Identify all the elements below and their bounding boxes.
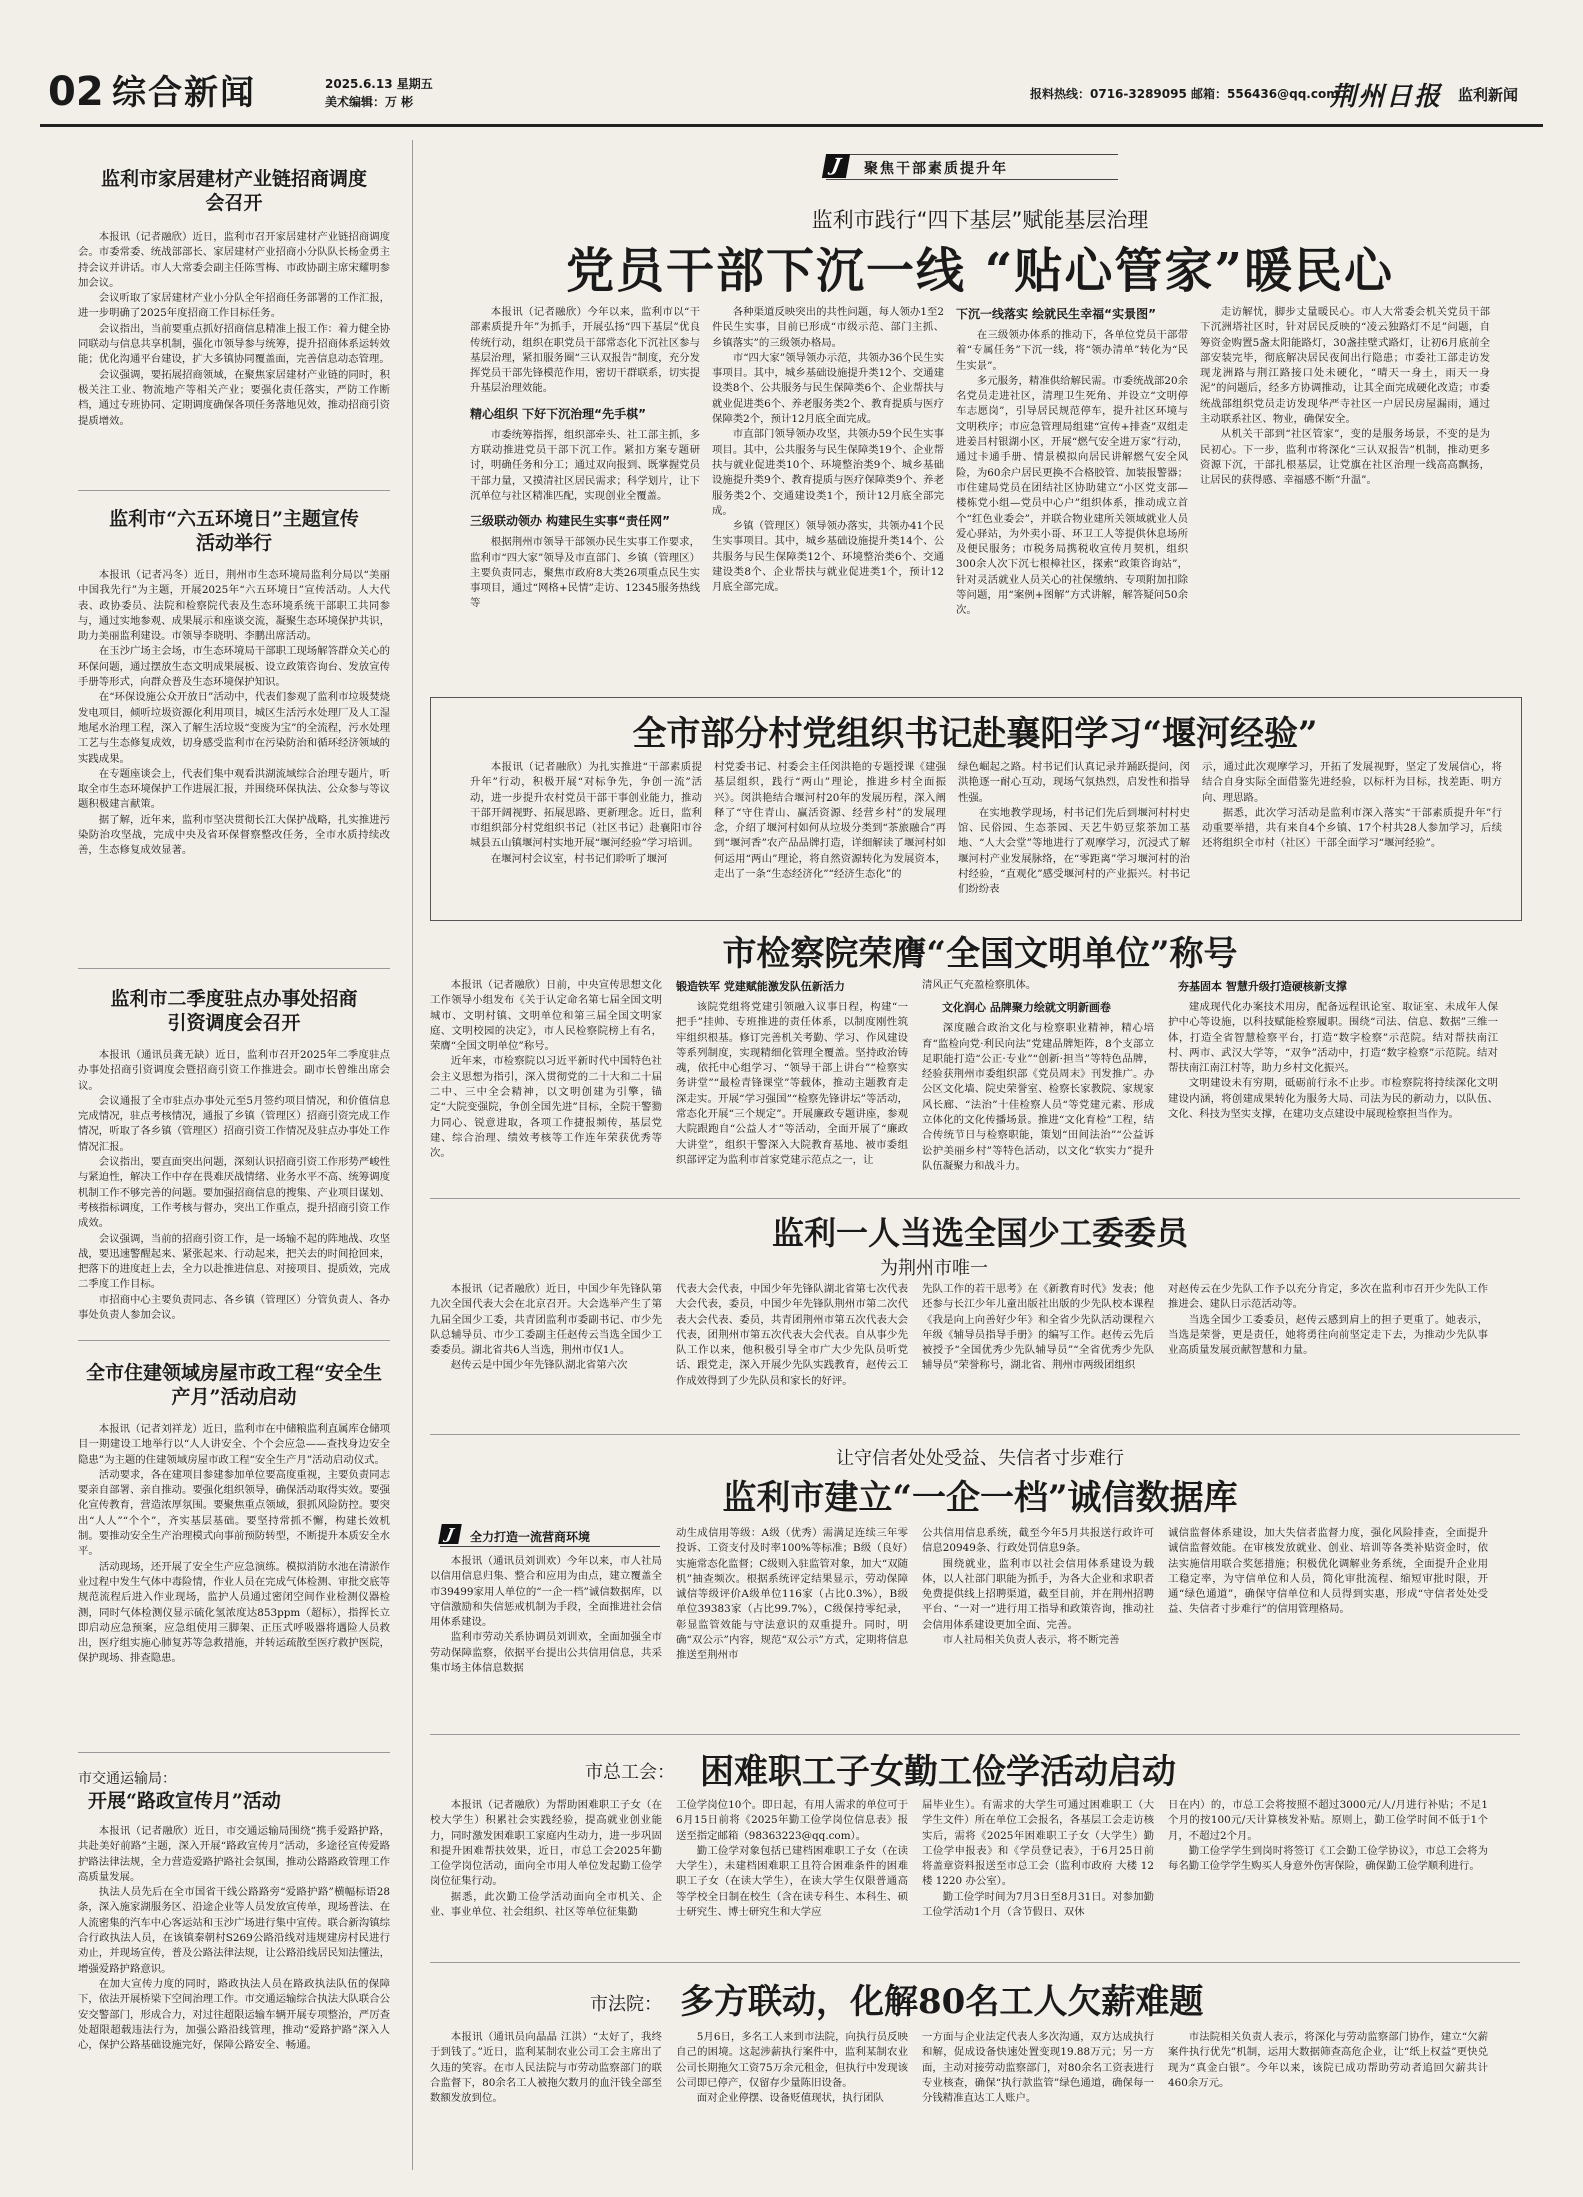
study-col-4 <box>1202 760 1502 910</box>
section-head: 下沉一线落实 绘就民生幸福“实景图” <box>956 307 1156 321</box>
article-road-month <box>78 1768 390 2168</box>
paragraph: 勤工俭学时间为7月3日至8月31日。对参加勤工俭学活动1个月（含节假日、双休 <box>922 1890 1154 1919</box>
edition-name: 监利新闻 <box>1458 86 1519 104</box>
paragraph: 面对企业停摆、设备贬值现状，执行团队 <box>696 2092 884 2105</box>
procuratorate-col-4 <box>1168 978 1498 1188</box>
paragraph: 市人社局相关负责人表示，将不断完善 <box>942 1634 1120 1647</box>
article-title: 监利市二季度驻点办事处招商引资调度会召开 <box>110 988 358 1034</box>
paragraph: 从机关干部到“社区管家”，变的是服务场景，不变的是为民初心。下一步，监利市将深化“三认双报告”机制，推动更多资源下沉，干部扎根基层，让党旗在社区治理一线高高飘扬，让居民的获得感、幸福感不断“升温”。 <box>1200 428 1490 487</box>
paragraph: 工俭学岗位10个。即日起，有用人需求的单位可于6月15日前将《2025年勤工俭学岗位信息表》报送至指定邮箱（98363223@qq.com）。 <box>676 1799 908 1842</box>
page-number: 02 <box>48 69 104 115</box>
paragraph: 本报讯（记者融欣）今年以来，监利市以“干部素质提升年”为抓手，开展弘扬“四下基层”优良传统行动，组织在职党员干部常态化下沉社区参与基层治理，紧扣服务圈“三认双报告”制度，充分发挥党员干部先锋模范作用，密切干群联系，切实提升基层治理效能。 <box>470 306 700 395</box>
paragraph: 一方面与企业法定代表人多次沟通，双方达成执行和解，促成设备快速处置变现19.88万元；另一方面，主动对接劳动监察部门，对80余名工资表进行专业核查，确保“执行款监管”绿色通道，确保每一分钱精准直达工人账户。 <box>922 2031 1154 2105</box>
union-title: 困难职工子女勤工俭学活动启动 <box>700 1752 1176 1792</box>
union-col-2 <box>676 1798 908 1956</box>
credit-col-4 <box>1168 1526 1488 1724</box>
paragraph: 对赵传云在少先队工作予以充分肯定，多次在监利市召开少先队工作推进会、建队日示范活动等。 <box>1168 1283 1488 1311</box>
paragraph: 会议听取了家居建材产业小分队全年招商任务部署的工作汇报，进一步明确了2025年度招商工作目标任务。 <box>78 292 390 320</box>
divider <box>78 1752 390 1753</box>
court-kicker: 市法院： <box>590 1994 662 2015</box>
court-col-4 <box>1168 2030 1488 2170</box>
feature-col-1 <box>470 305 700 685</box>
paragraph: 会议强调，当前的招商引资工作，是一场输不起的阵地战、攻坚战，要迅速警醒起来、紧张起来、行动起来，把关去的时间抢回来，把落下的进度赶上去，全力以赴推进信息、对接项目、提质效，完成二季度工作目标。 <box>78 1232 390 1291</box>
paragraph: 深度融合政治文化与检察职业精神，精心培育“监检向党·利民向法”党建品牌矩阵，8个支部立足职能打造“公正·专业”“创新·担当”等特色品牌，经验获荆州市委组织部《党员周末》刊发推广。办公区文化墙、院史荣誉室、检察长家教院、家规家风长廊、“法治”十佳检察人员“等党建元素、形成立体化的文化传播场景。推进“文化育检”工程，结合传统节日与检察职能，策划“田间法治”“公益诉讼护美丽乡村”等特色活动，以文化“软实力”提升队伍凝聚力和战斗力。 <box>922 1022 1154 1172</box>
union-kicker: 市总工会： <box>585 1762 675 1783</box>
divider <box>78 968 390 969</box>
credit-kicker: 让守信者处处受益、失信者寸步难行 <box>836 1448 1124 1469</box>
procuratorate-col-2 <box>676 978 908 1188</box>
procuratorate-col-1 <box>430 978 662 1188</box>
paragraph: 文明建设未有穷期，砥砺前行永不止步。市检察院将持续深化文明建设内涵，将创建成果转化为服务大局、司法为民的新动力，以队伍、文化、科技为坚实支撑，在建功支点建设中展现检察担当作为。 <box>1168 1077 1498 1121</box>
paragraph: 届毕业生）。有需求的大学生可通过困难职工（大学生文件）所在单位工会报名，各基层工会走访核实后，需将《2025年困难职工子女（大学生）勤工俭学申报表》和《学员登记表》，于6月25日前将盖章资料报送至市总工会（监利市政府 大楼 12楼 1220 办公室）。 <box>922 1799 1154 1888</box>
paragraph: 执法人员先后在全市国省干线公路路旁“爱路护路”横幅标语28条，深入施家湖服务区、沿途企业等人员发放宣传单，现场普法、在人流密集的汽车中心客运站和玉沙广场进行集中宣传。联合新沟镇综合行政执法人员，在该镇秦朝村S269公路沿线对违规建房村民进行劝止，并现场宣传，普及公路法律法规，让公路沿线居民知法懂法，增强爱路护路意识。 <box>78 1886 390 1975</box>
section-head: 精心组织 下好下沉治理“先手棋” <box>470 406 646 421</box>
article-title: 监利市“六五环境日”主题宣传活动举行 <box>109 508 359 554</box>
paragraph: 活动要求，各在建项目参建参加单位要高度重视，主要负责同志要亲自部署、亲自推动。要强化组织领导，确保活动取得实效。要强化宣传教育，营造浓厚氛围。要聚焦重点领域，狠抓风险防控。要突出“人人”“个个”，齐实基层基础。要坚持常抓不懈，构建长效机制。要推动安全生产治理模式向事前预防转型，不断提升本质安全水平。 <box>78 1468 390 1558</box>
feature-title: 党员干部下沉一线 “贴心管家”暖民心 <box>566 243 1394 299</box>
paper-logo: 荆州日报 <box>1330 82 1443 112</box>
paragraph: 本报讯（记者刘祥龙）近日，监利市在中储粮监利直属库仓储项目一期建设工地举行以“人人讲安全、个个会应急——查找身边安全隐患”为主题的住建领域房屋市政工程“安全生产月”活动启动仪式。 <box>78 1423 390 1466</box>
court-col-3 <box>922 2030 1154 2170</box>
paragraph: 本报讯（通讯员向晶晶 江洪）“太好了，我终于到钱了。”近日，监利某制农业公司工会主席出了久违的笑容。在市人民法院与市劳动监察部门的联合监督下，80余名工人被拖欠数月的血汗钱全部至数额发放到位。 <box>430 2031 662 2105</box>
credit-col-3 <box>922 1526 1154 1724</box>
paragraph: 本报讯（记者冯冬）近日，荆州市生态环境局监利分局以“美丽中国我先行”为主题，开展2025年“六五环境日”宣传活动。人大代表、政协委员、法院和检察院代表及生态环境系统干部职工共同参与，通过实地参观、成果展示和座谈交流，凝聚生态环境保护共识，助力美丽监利建设。市领导李晓明、李鹏出席活动。 <box>78 569 390 643</box>
paragraph: 会议指出，当前要重点抓好招商信息精准上报工作：着力健全协同联动与信息共享机制，强化市领导参与统筹，提升招商体系运转效能；优化沟通平台建设，扩大多镇协同覆盖面，完善信息动态管理。 <box>78 322 390 366</box>
paragraph: 该院党组将党建引领融入议事日程，构建“一把手”挂帅、专班推进的责任体系，以制度刚性筑牢组织根基。修订完善机关考勤、学习、作风建设等系列制度，实现精细化管理全覆盖。坚持政治铸魂，依托中心组学习、“领导干部上讲台”“检察实务讲堂”“最检青锋课堂”等载体，推动主题教育走深走实。开展“学习强国”“检察先锋讲坛”等活动，常态化开展“三个规定”。开展廉政专题讲座，参观大院跟跑自“公益人才”等活动，全面开展了“廉政大讲堂”，组织干警深入大院教育基地、被市委组织部评定为监利市首家党建示范点之一，让 <box>676 1001 908 1166</box>
youth-col-3 <box>922 1282 1154 1422</box>
masthead <box>40 58 1543 122</box>
hotline: 报料热线：0716-3289095 邮箱：556436@qq.com <box>1030 87 1339 101</box>
paragraph: 在专题座谈会上，代表们集中观看洪湖流域综合治理专题片，听取全市生态环境保护工作进展汇报，并围绕环保执法、公众参与等议题积极建言献策。 <box>78 767 390 811</box>
paragraph: 活动现场，还开展了安全生产应急演练。模拟消防水池在清淤作业过程中发生气体中毒险情，作业人员在完成气体检测、审批交底等规范流程后进入作业现场，监护人员通过密闭空间作业检测仪器检测，同时气体检测仪显示硫化氢浓度达853ppm（超标），指挥长立即启动应急预案，应急组使用三脚架、正压式呼吸器将遇险人员救出，医疗组实施心肺复苏等急救措施，并转运疏散至医疗救护医院，保护现场、排查隐患。 <box>78 1560 390 1665</box>
divider <box>430 1198 1520 1199</box>
paragraph: 本报讯（记者融欣）近日，监利市召开家居建材产业链招商调度会。市委常委、统战部部长、家居建材产业招商小分队队长杨金勇主持会议并讲话。市人大常委会副主任陈雪梅、市政协副主席宋耀明参加会议。 <box>78 231 390 289</box>
paragraph: 据了解，近年来，监利市坚决贯彻长江大保护战略，扎实推进污染防治攻坚战，完成中央及省环保督察整改任务，全市水质持续改善，生态修复成效显著。 <box>78 813 390 857</box>
paragraph: 先队工作的若干思考》在《新教育时代》发表；他还参与长江少年儿童出版社出版的少先队校本课程《我是向上向善好少年》和全省少先队活动课程六年级《辅导员指导手册》的编写工作。赵传云先后被授予“全国优秀少先队辅导员”“全省优秀少先队辅导员”荣誉称号，湖北省、荆州市两级团组织 <box>922 1283 1154 1372</box>
paragraph: 绿色崛起之路。村书记们认真记录并踊跃提问，闵洪艳逐一耐心互动，现场气氛热烈，启发性和指导性强。 <box>958 761 1190 804</box>
study-col-3 <box>958 760 1190 910</box>
paragraph: 会议指出，要直面突出问题，深刻认识招商引资工作形势严峻性与紧迫性，解决工作中存在畏难厌战情绪、业务水平不高、统筹调度机制工作不够完善的问题。要加强招商信息的搜集、产业项目谋划、考核指标调度，工作考核与督办，突出工作重点，提升招商引资工作成效。 <box>78 1156 390 1230</box>
paragraph: 会议强调，要拓展招商领域，在聚焦家居建材产业链的同时，积极关注工业、物流地产等相关产业；要强化责任落实，严防工作断档，通过专班协同、定期调度确保各项任务落地见效，推动招商引资提质增效。 <box>78 368 390 427</box>
paragraph: 本报讯（记者融欣）近日，市交通运输局围绕“携手爱路护路，共赴美好前路”主题，深入开展“路政宣传月”活动，多途径宣传爱路护路法律法规，全力营造爱路护路社会氛围，推动公路路政管理工作高质量发展。 <box>78 1825 390 1883</box>
article-title: 监利市家居建材产业链招商调度会召开 <box>100 168 367 214</box>
paragraph: 市“四大家”领导领办示范，共领办36个民生实事项目。其中，城乡基础设施提升类12个、交通建设类8个、公共服务与民生保障类6个、企业帮扶与就业促进类6个、养老服务类2个、教育提质与医疗保障类2个，预计12月底全面完成。 <box>712 351 944 426</box>
youth-col-1 <box>430 1282 662 1422</box>
paragraph: 勤工俭学学生到岗时将签订《工会勤工俭学协议》，市总工会将为每名勤工俭学学生购买人身意外伤害保险，确保勤工俭学顺利进行。 <box>1168 1844 1488 1873</box>
paragraph: 乡镇（管理区）领导领办落实，共领办41个民生实事项目。其中，城乡基础设施提升类14个、公共服务与民生保障类12个、环境整治类6个、交通建设类8个、企业帮扶与就业促进类1个，预计12月底全部完成。 <box>712 520 944 594</box>
paragraph: 日在内）的，市总工会将按照不超过3000元/人/月进行补贴；不足1个月的按100元/天计算核发补贴。原则上，勤工俭学时间不低于1个月，不超过2个月。 <box>1168 1799 1488 1842</box>
feature-col-3 <box>956 305 1188 685</box>
paragraph: 本报讯（通讯员刘训欢）今年以来，市人社局以信用信息归集、整合和应用为由点，建立覆盖全市39499家用人单位的“一企一档”诚信数据库，以守信激励和失信惩戒机制为手段，全面推进社会信用体系建设。 <box>430 1555 662 1629</box>
paragraph: 市法院相关负责人表示，将深化与劳动监察部门协作，建立“欠薪案件执行优先”机制，运用大数据筛查高危企业，让“纸上权益”更快兑现为“真金白银”。今年以来，该院已成功帮助劳动者追回欠薪共计460余万元。 <box>1168 2031 1488 2089</box>
banner-text: 全力打造一流营商环境 <box>470 1530 591 1544</box>
youth-subtitle: 为荆州市唯一 <box>880 1258 988 1279</box>
j-logo-icon: J <box>822 154 850 178</box>
credit-banner <box>440 1526 660 1547</box>
divider <box>78 1340 390 1341</box>
paragraph: 据悉，此次勤工俭学活动面向全市机关、企业、事业单位、社会组织、社区等单位征集勤 <box>430 1890 662 1919</box>
study-col-1 <box>470 760 702 910</box>
paragraph: 在三级领办体系的推动下，各单位党员干部带着“专属任务”下沉一线，将“领办清单”转化为“民生实景”。 <box>956 329 1188 372</box>
court-title: 多方联动，化解80名工人欠薪难题 <box>680 1982 1204 2022</box>
paragraph: 会议通报了全市驻点办事处元至5月签约项目情况，和价值信息完成情况，驻点考核情况，通报了乡镇（管理区）招商引资完成工作情况，听取了各乡镇（管理区）招商引资工作情况及驻点办事处工作情况汇报。 <box>78 1094 390 1153</box>
credit-title: 监利市建立“一企一档”诚信数据库 <box>722 1478 1238 1518</box>
credit-col-2 <box>676 1526 908 1724</box>
paragraph: 诚信监督体系建设，加大失信者监督力度，强化风险排查，全面提升诚信监督效能。在审核发放就业、创业、培训等各类补贴资金时，依法实施信用联合奖惩措施；积极优化调解业务系统，全面提升企业用工稳定率，为守信单位和人员，简化审批流程、缩短审批时限，开通“绿色通道”，确保守信单位和人员得到实惠，形成“守信者处处受益、失信者寸步难行”的信用管理格局。 <box>1168 1527 1488 1616</box>
paragraph: 在加大宣传力度的同时，路政执法人员在路政执法队伍的保障下，依法开展桥梁下空间治理工作。市交通运输综合执法大队联合公安交警部门，形成合力，对过往超限运输车辆开展专项整治，严厉查处超限超载违法行为，加强公路沿线管理，推动“爱路护路”深入人心，保护公路基础设施完好，保障公路安全、畅通。 <box>78 1977 390 2052</box>
paragraph: 本报讯（记者融欣）为帮助困难职工子女（在校大学生）积累社会实践经验，提高就业创业能力，同时激发困难职工家庭内生动力，进一步巩固和提升困难帮扶效果，近日，市总工会2025年勤工俭学岗位活动，面向全市用人单位发起勤工俭学岗位征集行动。 <box>430 1799 662 1888</box>
youth-title: 监利一人当选全国少工委委员 <box>771 1214 1188 1252</box>
paragraph: 动生成信用等级：A级（优秀）需满足连续三年零投诉、工资支付及时率100%等标准；B级（良好）实施常态化监督；C级则入驻监管对象，加大“双随机”抽查频次。根据系统评定结果显示，劳动保障诚信等级评价A级单位116家（占比0.3%），B级单位39383家（占比99.7%），C级保持零纪录，彰显监管效能与守法意识的双重提升。同时，明确“双公示”内容，规范“双公示”方式，定期将信息推送至荆州市 <box>676 1527 908 1662</box>
article-title: 开展“路政宣传月”活动 <box>88 1790 281 1812</box>
paragraph: 本报讯（记者融欣）为扎实推进“干部素质提升年”行动，积极开展“对标争先，争创一流”活动，进一步提升农村党员干部干事创业能力，推动干部开阔视野、拓展思路、更新理念。近日，监利市组织部分村党组织书记（社区书记）赴襄阳市谷城县五山镇堰河村实地开展“堰河经验”学习培训。 <box>470 761 702 850</box>
paragraph: 在实地教学现场，村书记们先后到堰河村村史馆、民俗园、生态茶园、天艺牛奶豆浆茶加工基地、“人大会堂”等地进行了观摩学习，沉浸式了解堰河村产业发展脉络，在“零距离”学习堰河村的治村经验，“直观化”感受堰河村的产业振兴。村书记们纷纷表 <box>958 806 1190 896</box>
paragraph: 本报讯（通讯员龚无缺）近日，监利市召开2025年二季度驻点办事处招商引资调度会暨招商引资工作推进会。副市长曾维出席会议。 <box>78 1049 390 1092</box>
left-column-rule <box>412 140 413 2170</box>
youth-col-4 <box>1168 1282 1488 1422</box>
youth-col-2 <box>676 1282 908 1422</box>
paragraph: 多元服务，精准供给解民需。市委统战部20余名党员走进社区，清理卫生死角、并设立“文明停车志愿岗”，引导居民规范停车，提升社区环境与文明秩序；市应急管理局组建“宣传+排查”双组走进姜吕村银湖小区，开展“燃气安全进万家”行动，通过卡通手册、情景模拟向居民讲解燃气安全风险，为60余户居民更换不合格胶管、加装报警器；市住建局党员在团结社区协助建立“小区党支部—楼栋党小组—党员中心户”组织体系，推动成立首个“红色业委会”，并联合物业建所关领域就业人员爱心驿站，为外卖小哥、环卫工人等提供休息场所及便民服务；市税务局携税收宣传月契机，组织300余人次下沉七根樟社区，探索“政策咨询站”，针对灵活就业人员关心的社保缴纳、专项附加扣除等问题，用“案例+图解”方式讲解，解答疑问50余次。 <box>956 374 1188 617</box>
paragraph: 代表大会代表，中国少年先锋队湖北省第七次代表大会代表，委员，中国少年先锋队荆州市第二次代表大会代表、委员，共青团荆州市第五次代表大会代表，团荆州市第五次代表大会代表。自从事少先队工作以来，他积极引导全市广大少先队员听党话、跟党走，深入开展少先队实践教育，赵传云工作成效得到了少先队员和家长的好评。 <box>676 1283 908 1387</box>
feature-banner <box>826 154 1118 180</box>
section-head: 夯基固本 智慧升级打造硬核新支撑 <box>1178 980 1347 993</box>
paragraph: 示，通过此次观摩学习，开拓了发展视野，坚定了发展信心，将结合自身实际全面借鉴先进经验，以标杆为目标，找差距、明方向、理思路。 <box>1202 761 1502 804</box>
study-col-2 <box>714 760 946 910</box>
paragraph: 本报讯（记者融欣）日前，中央宣传思想文化工作领导小组发布《关于认定命名第七届全国文明城市、文明村镇、文明单位和第三届全国文明家庭、文明校园的决定》，市人民检察院榜上有名，荣膺“全国文明单位”称号。 <box>430 979 662 1053</box>
paragraph: 市招商中心主要负责同志、各乡镇（管理区）分管负责人、各办事处负责人参加会议。 <box>78 1293 390 1322</box>
divider <box>430 1434 1520 1435</box>
editor-line: 美术编辑：万 彬 <box>325 95 414 109</box>
paragraph: 在堰河村会议室，村书记们聆听了堰河 <box>490 852 668 865</box>
masthead-rule <box>40 124 1543 127</box>
paragraph: 根据荆州市领导干部领办民生实事工作要求，监利市“四大家”领导及市直部门、乡镇（管理区）主要负责同志，聚焦市政府8大类26项重点民生实事项目，通过“网格+民情”走访、12345服务热线等 <box>470 536 700 610</box>
union-col-4 <box>1168 1798 1488 1956</box>
paragraph: 在玉沙广场主会场，市生态环境局干部职工现场解答群众关心的环保问题，通过摆放生态文明成果展板、设立政策咨询台、发放宣传手册等形式，向群众普及生态环境保护知识。 <box>78 645 390 689</box>
feature-col-4 <box>1200 305 1490 685</box>
j-logo-icon: J <box>438 1524 462 1544</box>
credit-col-1 <box>430 1554 662 1724</box>
paragraph: 赵传云是中国少年先锋队湖北省第六次 <box>450 1359 628 1372</box>
paragraph: 近年来，市检察院以习近平新时代中国特色社会主义思想为指引，深入贯彻党的二十大和二十届二中、三中全会精神，以文明创建为引擎，锚定“大院变强院，争创全国先进”目标，全院干警勠力同心、锐意进取，各项工作捷报频传，基层党建、综合治理、绩效考核等工作连年荣获优秀等次。 <box>430 1055 662 1160</box>
divider <box>78 490 390 491</box>
study-title: 全市部分村党组织书记赴襄阳学习“堰河经验” <box>632 714 1318 754</box>
paragraph: 据悉，此次学习活动是监利市深入落实“干部素质提升年”行动重要举措，共有来自4个乡镇、17个村共28人参加学习，后续还将组织全市村（社区）干部全面学习“堰河经验”。 <box>1202 806 1502 850</box>
feature-col-2 <box>712 305 944 685</box>
paragraph: 走访解忧，脚步丈量暖民心。市人大常委会机关党员干部下沉洲塔社区时，针对居民反映的“凌云独路灯不足”问题，自筹资金购置5盏太阳能路灯，30盏挂壁式路灯，让初6月底前全部安装完毕，彻底解决居民夜间出行隐患；市委社工部走访发现龙洲路与荆江路接口处未硬化，“晴天一身土，雨天一身泥”的问题后，经多方协调推动，让其全面完成硬化改造；市委统战部组织党员走访发现华严寺社区一户居民房屋漏雨，通过主动联系社区、物业，确保安全。 <box>1200 306 1490 426</box>
paragraph: 建成现代化办案技术用房，配备远程讯论室、取证室、未成年人保护中心等设施，以科技赋能检察履职。围绕“司法、信息、数据”三维一体，打造全省智慧检察平台，打造“数字检察”示范院。结对帮扶南江村、两市、武汉大学等，“双争”活动中，打造“数字检察”示范院。结对帮扶南江南江村等，助力乡村文化振兴。 <box>1168 1001 1498 1075</box>
union-col-3 <box>922 1798 1154 1956</box>
procuratorate-title: 市检察院荣膺“全国文明单位”称号 <box>722 934 1238 974</box>
paragraph: 各种渠道反映突出的共性问题，每人领办1至2件民生实事，目前已形成“市级示范、部门主抓、乡镇落实”的三级领办格局。 <box>712 306 944 349</box>
paragraph: 市直部门领导领办攻坚，共领办59个民生实事项目。其中，公共服务与民生保障类19个、企业帮扶与就业促进类10个、环境整治类9个、城乡基础设施提升类9个、教育提质与医疗保障类9个、养老服务类2个、交通建设类1个，预计12月底全部完成。 <box>712 428 944 517</box>
article-environment-day <box>78 508 390 958</box>
paragraph: 监利市劳动关系协调员刘训欢，全面加强全市劳动保障监察，依据平台提出公共信用信息，共采集市场主体信息数据 <box>430 1631 662 1675</box>
banner-text: 聚焦干部素质提升年 <box>864 161 1008 177</box>
court-col-2 <box>676 2030 908 2170</box>
section-name: 综合新闻 <box>112 73 256 113</box>
court-col-1 <box>430 2030 662 2170</box>
paragraph: 村党委书记、村委会主任闵洪艳的专题授课《建强基层组织，践行“两山”理论，推进乡村全面振兴》。闵洪艳结合堰河村20年的发展历程，深入阐释了“守住青山、赢活资源、经营乡村”的发展理念，介绍了堰河村如何从垃圾分类到“茶旅融合”再到“堰河香”农产品品牌打造，详细解读了堰河村如何运用“两山”理论，将自然资源转化为发展资本，走出了一条“生态经济化”“经济生态化”的 <box>714 761 946 881</box>
article-kicker: 市交通运输局： <box>78 1771 176 1787</box>
article-home-building <box>78 168 390 478</box>
union-col-1 <box>430 1798 662 1956</box>
paragraph: 市委统筹指挥，组织部牵头、社工部主抓，多方联动推进党员干部下沉工作。紧扣方案专题研讨，明确任务和分工；通过双向报到、既掌握党员干部力量，又摸清社区居民需求；科学划片，让下沉单位与社区精准匹配，实现创业全覆盖。 <box>470 428 700 502</box>
paragraph: 公共信用信息系统，截至今年5月共报送行政许可信息20949条、行政处罚信息9条。 <box>922 1527 1154 1555</box>
paragraph: 勤工俭学对象包括已建档困难职工子女（在读大学生），未建档困难职工且符合困难条件的困难职工子女（在读大学生），在读大学生仅限普通高等学校全日制在校生（含在读专科生、本科生、硕士研究生、博士研究生和大学应 <box>676 1844 908 1919</box>
section-head: 文化润心 品牌聚力绘就文明新画卷 <box>942 1001 1111 1015</box>
article-investment-q2 <box>78 988 390 1330</box>
paragraph: 清风正气充盈检察肌体。 <box>922 979 1037 991</box>
paragraph: 当选全国少工委委员，赵传云感到肩上的担子更重了。她表示，当选是荣誉，更是责任，她将勇往向前坚定走下去，为推动少先队事业高质量发展贡献智慧和力量。 <box>1168 1313 1488 1357</box>
divider <box>430 1962 1520 1963</box>
date-line: 2025.6.13 星期五 <box>325 77 433 91</box>
article-safety-month <box>78 1362 390 1742</box>
section-head: 三级联动领办 构建民生实事“责任网” <box>470 514 670 529</box>
feature-kicker: 监利市践行“四下基层”赋能基层治理 <box>811 208 1149 232</box>
paragraph: 本报讯（记者融欣）近日，中国少年先锋队第九次全国代表大会在北京召开。大会选举产生了第九届全国少工委，共青团监利市委副书记、市少先队总辅导员、市少工委副主任赵传云当选全国少工委委员。湖北省共6人当选，荆州市仅1人。 <box>430 1283 662 1357</box>
paragraph: 围绕就业，监利市以社会信用体系建设为载体，以人社部门职能为抓手，为各大企业和求职者免费提供线上招聘渠道，截至目前，并在荆州招聘平台、“一对一”进行用工指导和政策咨询，推动社会信用体系建设更加全面、完善。 <box>922 1557 1154 1631</box>
paragraph: 5月6日，多名工人来到市法院，向执行员反映自己的困境。这起涉薪执行案件中，监利某制农业公司长期拖欠工资75万余元租金，但执行中发现该公司即已停产，仅留存少量陈旧设备。 <box>676 2031 908 2089</box>
divider <box>430 1734 1520 1735</box>
paragraph: 在“环保设施公众开放日”活动中，代表们参观了监利市垃圾焚烧发电项目，倾听垃圾资源化利用项目，城区生活污水处理厂及人工湿地尾水治理工程，深入了解生活垃圾“变废为宝”的全流程，污水处理工艺与生态修复成效，切身感受监利市在污染防治和循环经济领域的实践成果。 <box>78 691 390 765</box>
section-head: 锻造铁军 党建赋能激发队伍新活力 <box>676 980 845 993</box>
article-title: 全市住建领域房屋市政工程“安全生产月”活动启动 <box>86 1362 382 1408</box>
procuratorate-col-3 <box>922 978 1154 1188</box>
